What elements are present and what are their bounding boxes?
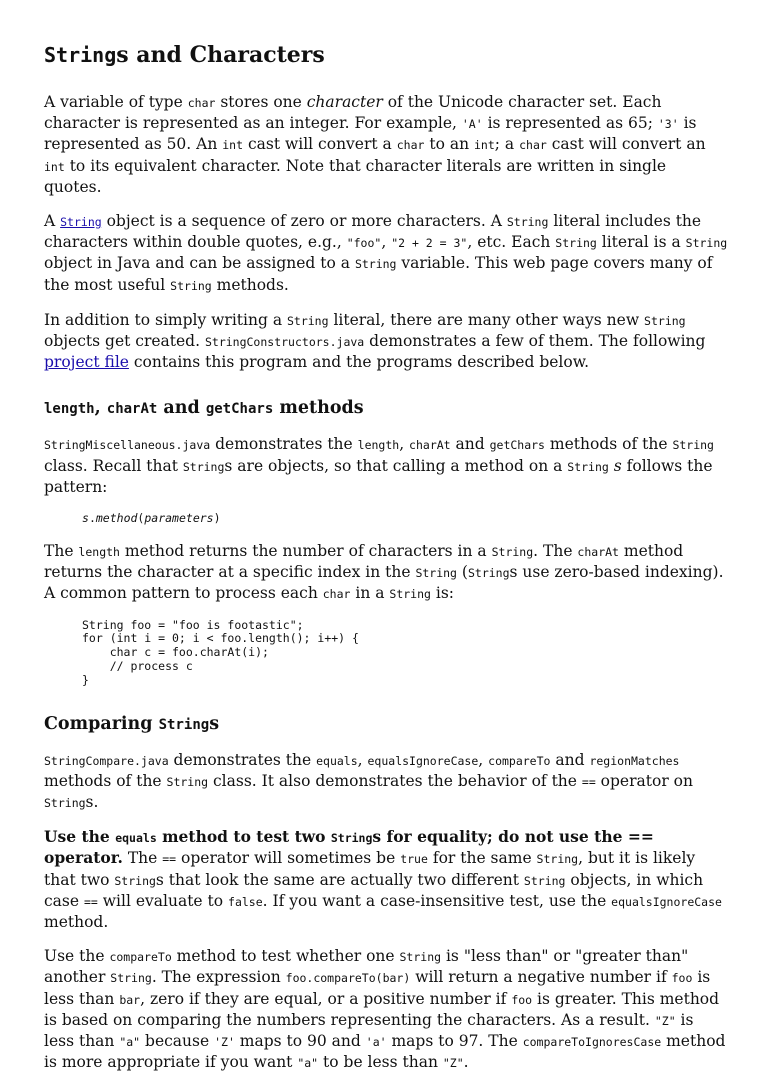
paragraph-misc: StringMiscellaneous.java demonstrates the length, charAt and getChars methods of the String class. Recall that Strings are objects, so that calling a method on a String s follows the pattern: (44, 435, 714, 496)
heading-comparing-strings: Comparing Strings (44, 713, 220, 734)
method-call-pattern: s.method(parameters) (82, 511, 221, 526)
paragraph-compareto: Use the compareTo method to test whether one String is "less than" or "greater than" another String. The expression foo.compareTo(bar) will return a negative number if foo is less than bar, zero if they are equal, or a positive number if foo is greater. This method is based on comparing the numbers representing the characters. As a result. "Z" is less than "a" because 'Z' maps to 90 and 'a' maps to 97. The compareToIgnoresCase method is more appropriate if you want "a" to be less than "Z". (44, 947, 726, 1072)
code-block-loop: String foo = "foo is footastic"; for (int i = 0; i < foo.length(); i++) { char c = foo.charAt(i); // process c } (82, 617, 359, 687)
emphasis-character: character (306, 93, 383, 111)
heading-length-charat: length, charAt and getChars methods (44, 398, 364, 419)
paragraph-char-intro: A variable of type char stores one character of the Unicode character set. Each character is represented as an integer. For example, 'A' is represented as 65; '3' is represented as 50. An int cast will convert a char to an int; a char cast will convert an int to its equivalent character. Note that character literals are written in single quotes. (44, 93, 706, 196)
title-text: s and Characters (116, 42, 325, 68)
page-title (44, 42, 728, 68)
paragraph-equals: Use the equals method to test two Strings for equality; do not use the == operator. The == operator will sometimes be true for the same String, but it is likely that two Strings that look the same are actually two different String objects, in which case == will evaluate to false. If you want a case-insensitive test, use the equalsIgnoreCase method. (44, 827, 722, 932)
paragraph-string-object: A String object is a sequence of zero or more characters. A String literal includes the characters within double quotes, e.g., "foo", "2 + 2 = 3", etc. Each String literal is a String object in Java and can be assigned to a String variable. This web page covers many of the most useful String methods. (44, 212, 728, 294)
string-link[interactable]: String (60, 215, 102, 230)
project-file-link[interactable]: project file (44, 353, 129, 372)
title-code: String (44, 43, 117, 67)
paragraph-constructors: In addition to simply writing a String literal, there are many other ways new String objects get created. StringConstructors.java demonstrates a few of them. The following project file contains this program and the programs described below. (44, 310, 706, 372)
paragraph-length-charat: The length method returns the number of characters in a String. The charAt method returns the character at a specific index in the String (Strings use zero-based indexing). A common pattern to process each char in a String is: (44, 542, 724, 603)
paragraph-string-compare: StringCompare.java demonstrates the equals, equalsIgnoreCase, compareTo and regionMatches methods of the String class. It also demonstrates the behavior of the == operator on Strings. (44, 750, 693, 812)
